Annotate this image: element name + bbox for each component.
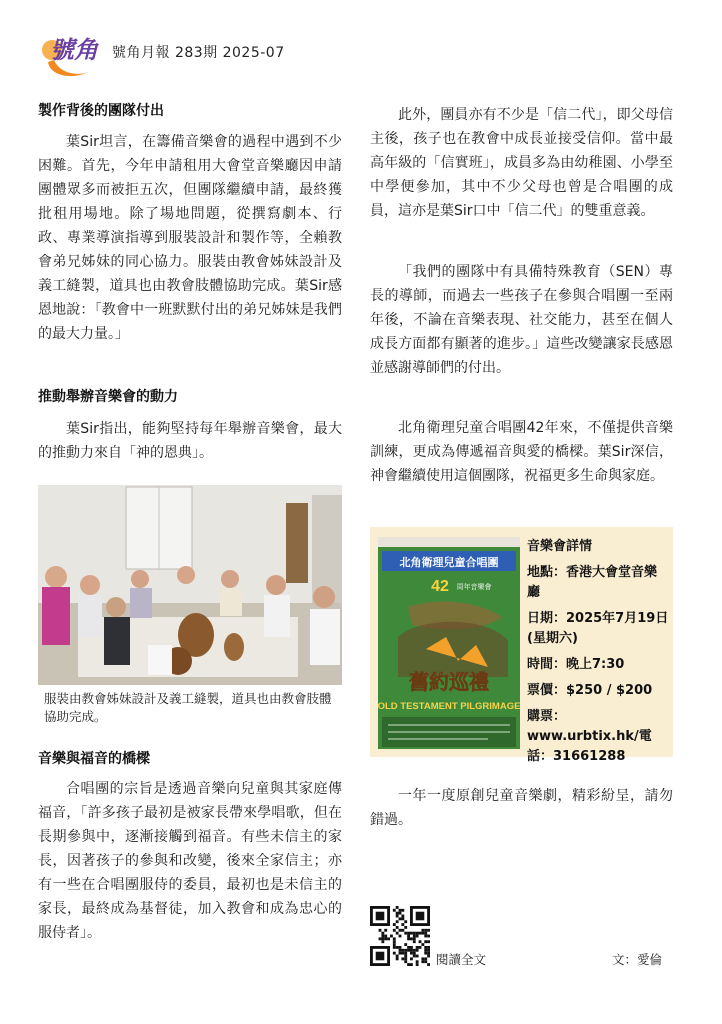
paragraph-closing: 一年一度原創兒童音樂劇，精彩紛呈，請勿錯過。 [370, 788, 673, 828]
concert-details-title: 音樂會詳情 [527, 539, 593, 554]
team-photo [38, 485, 342, 685]
section-heading-bridge: 音樂與福音的橋樑 [38, 751, 150, 767]
photo-caption: 服裝由教會姊妹設計及義工縫製，道具也由教會肢體協助完成。 [44, 691, 332, 724]
paragraph-motivation: 葉Sir指出，能夠堅持每年舉辦音樂會，最大的推動力來自「神的恩典」。 [38, 421, 342, 461]
paragraph-sen-teachers: 「我們的團隊中有具備特殊教育（SEN）專長的導師，而過去一些孩子在參與合唱團一至兩年後，不論在音樂表現、社交能力，甚至在個人成長方面都有顯著的進步。」這些改變讓家長感恩並感謝導師們的付出。 [370, 264, 673, 376]
concert-details-box [370, 527, 673, 764]
concert-venue: 地點：香港大會堂音樂廳 [527, 565, 658, 600]
concert-poster [378, 537, 520, 749]
concert-price: 票價：$250 / $200 [527, 683, 653, 698]
poster-title-chinese: 舊約巡禮 [409, 670, 489, 694]
publication-logo [38, 28, 102, 80]
concert-booking[interactable]: 購票：www.urbtix.hk/電話：31661288 [527, 709, 652, 764]
section-heading-motivation: 推動舉辦音樂會的動力 [38, 389, 178, 405]
paragraph-team: 葉Sir坦言，在籌備音樂會的過程中遇到不少困難。首先，今年申請租用大會堂音樂廳因申請團體眾多而被拒五次，但團隊繼續申請，最終獲批租用場地。除了場地問題，從撰寫劇本、行政、專業導演指導到服裝設計和製作等，全賴教會弟兄姊妹的同心協力。服裝由教會姊妹設計及義工縫製，道具也由教會肢體協助完成。葉Sir感恩地說：「教會中一班默默付出的弟兄姊妹是我們的最大力量。」 [38, 134, 342, 342]
read-full-link[interactable]: 閱讀全文 [436, 952, 487, 967]
author-credit: 文：愛倫 [612, 952, 663, 967]
publication-header: 號角月報 283期 2025-07 [112, 45, 285, 61]
concert-date: 日期：2025年7月19日(星期六) [527, 611, 669, 646]
paragraph-bridge: 合唱團的宗旨是透過音樂向兒童與其家庭傳福音，「許多孩子最初是被家長帶來學唱歌，但在長期參與中，逐漸接觸到福音。有些未信主的家長，因著孩子的參與和改變，後來全家信主；亦有一些在合唱團服侍的委員，最初也是未信主的家長，最終成為基督徒，加入教會和成為忠心的服侍者」。 [38, 781, 342, 941]
paragraph-second-generation: 此外，團員亦有不少是「信二代」，即父母信主後，孩子也在教會中成長並接受信仰。當中最高年級的「信實班」，成員多為由幼稚園、小學至中學便參加，其中不少父母也曾是合唱團的成員，這亦是葉Sir口中「信二代」的雙重意義。 [370, 107, 673, 219]
poster-title-english: OLD TESTAMENT PILGRIMAGE [378, 701, 520, 712]
paragraph-42-years: 北角衛理兒童合唱團42年來，不僅提供音樂訓練，更成為傳遞福音與愛的橋樑。葉Sir深信，神會繼續使用這個團隊，祝福更多生命與家庭。 [370, 420, 673, 484]
qr-code-icon[interactable] [370, 906, 430, 966]
section-heading-team: 製作背後的團隊付出 [38, 103, 164, 119]
poster-anniversary-text: 周年音樂會 [456, 584, 492, 591]
logo-text: 號角 [50, 35, 98, 64]
poster-choir-name: 北角衛理兒童合唱團 [399, 557, 499, 569]
poster-anniversary-number: 42 [431, 578, 449, 595]
concert-time: 時間：晚上7:30 [527, 657, 625, 672]
concert-details [527, 537, 669, 773]
